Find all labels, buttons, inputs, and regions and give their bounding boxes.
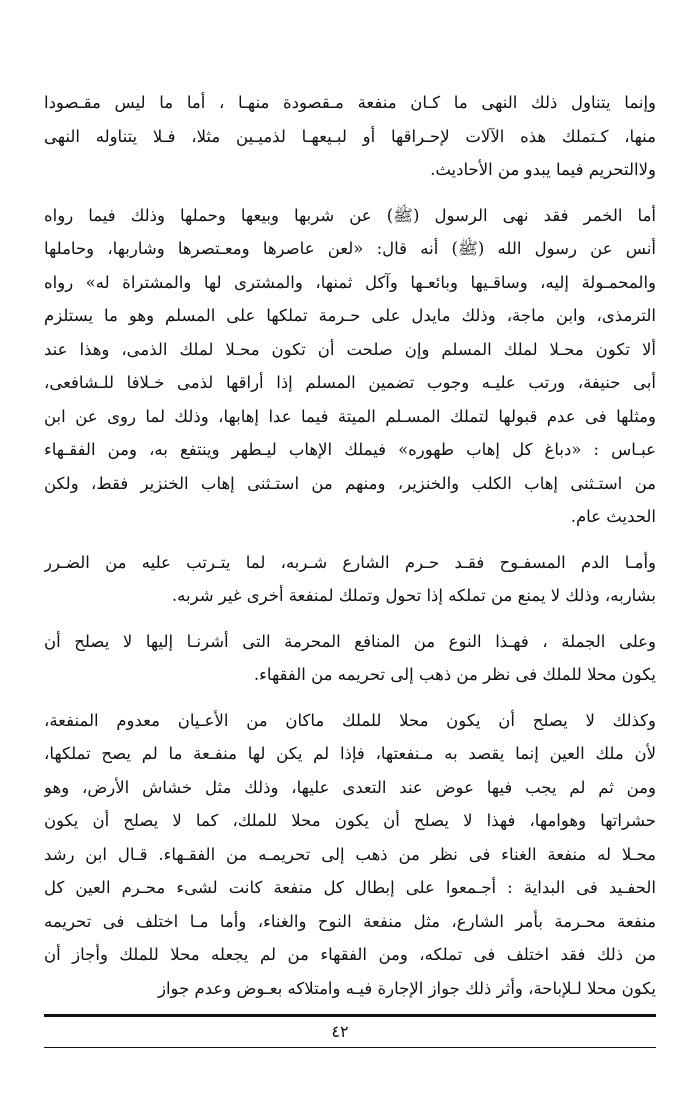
paragraph — [44, 199, 656, 534]
body-text — [44, 86, 656, 1017]
text-line: من ذلك فقد اختلف فى تملكه، ومن الفقهاء من لم يجعله محلا للملك وأجاز أن — [44, 945, 656, 964]
text-line: من استـثنى إهاب الكلب والخنزير، ومنهم من استـثنى إهاب الخنزير فقط، ولكن — [44, 473, 656, 493]
text-line: الترمذى، وابن ماجة، وذلك مايدل على حـرمة تملكها على المسلم وهو ما يستلزم — [44, 306, 656, 325]
text-line: وأمـا الدم المسفـوح فقـد حـرم الشارع شـربه، لما يتـرتب عليه من الضـرر — [44, 552, 656, 572]
text-line: منفعة محـرمة بأمر الشارع، مثل منفعة النوح والغناء، وأما مـا اختلف فى تحريمه — [44, 911, 656, 931]
footer-rule-thin — [44, 1047, 656, 1048]
text-line: عبـاس : «دباغ كل إهاب طهوره» فيملك الإهاب ليـطهر وينتفع به، ومن الفقـهاء — [44, 440, 656, 459]
text-line: محـلا له منفعة الغناء فى نظر من ذهب إلى تحريمـه من الفقـهاء. قـال ابن رشد — [44, 844, 656, 864]
text-line: بشاربه، وذلك لا يمنع من تملكه إذا تحول وتملك لمنفعة أخرى غير شربه. — [171, 586, 656, 605]
paragraph — [44, 704, 656, 1006]
text-line: لأن ملك العين إنما يقصد به مـنفعتها، فإذا لم يكن لها منفـعة ما لم يصح تملكها، — [44, 744, 656, 763]
text-line: ولاالتحريم فيما يبدو من الأحاديث. — [430, 160, 656, 179]
text-line: يكون محلا للملك فى نظر من ذهب إلى تحريمه من الفقهاء. — [253, 665, 656, 684]
text-line: ومثلها فى عدم قبولها لتملك المسـلم الميتة فيما عدا إهابها، وذلك لما روى عن ابن — [44, 406, 656, 426]
text-line: أما الخمر فقد نهى الرسول (ﷺ) عن شربها وبيعها وحملها وذلك فيما رواه — [44, 205, 656, 225]
paragraph — [44, 86, 656, 187]
text-line: وكذلك لا يصلح أن يكون محلا للملك ماكان من الأعـيان معدوم المنفعة، — [44, 710, 656, 730]
text-line: ألا تكون محـلا لملك المسلم وإن صلحت أن تكون محـلا لملك الذمى، وهذا عند — [44, 339, 656, 359]
paragraph — [44, 546, 656, 613]
text-line: وعلى الجملة ، فهـذا النوع من المنافع المحرمة التى أشرنـا إليها لا يصلح أن — [44, 631, 656, 651]
text-line: والمحمـولة إليه، وساقـيها وبائعـها وآكل ثمنها، والمشترى لها والمشتراة له» رواه — [44, 272, 656, 292]
text-line: حشراتها وهوامها، فهذا لا يصلح أن يكون محلا للملك، كما لا يصلح أن يكون — [44, 811, 656, 830]
text-line: يكون محلا لـلإباحة، وأثر ذلك جواز الإجارة فيـه وامتلاكه بعـوض وعدم جواز — [158, 978, 656, 998]
text-line: أنس عن رسول الله (ﷺ) أنه قال: «لعن عاصرها ومعـتصرها وشاربها، وحاملها — [44, 239, 656, 258]
footer-rule-thick — [44, 1014, 656, 1017]
text-line: الحفـيد فى البداية : أجـمعوا على إبطال كل منفعة كانت لشىء محـرم العين كل — [44, 878, 656, 897]
paragraph — [44, 625, 656, 692]
page-number: ٤٢ — [331, 1022, 349, 1041]
text-line: ومن ثم لم يجب فيها عوض عند التعدى عليها، وذلك مثل خشاش الأرض، وهو — [44, 777, 656, 797]
text-line: الحديث عام. — [570, 507, 656, 526]
text-line: وإنما يتناول ذلك النهى ما كـان منفعة مـقصودة منهـا ، أما ما ليس مقـصودا — [44, 93, 656, 112]
text-line: أبى حنيفة، ورتب عليـه وجوب تضمين المسلم إذا أراقها لذمى خـلافا للـشافعى، — [44, 373, 656, 392]
text-line: منها، كـتملك هذه الآلات لإحـراقها أو لبـيعهـا لذميـين مثلا، فـلا يتناوله النهى — [44, 126, 656, 146]
